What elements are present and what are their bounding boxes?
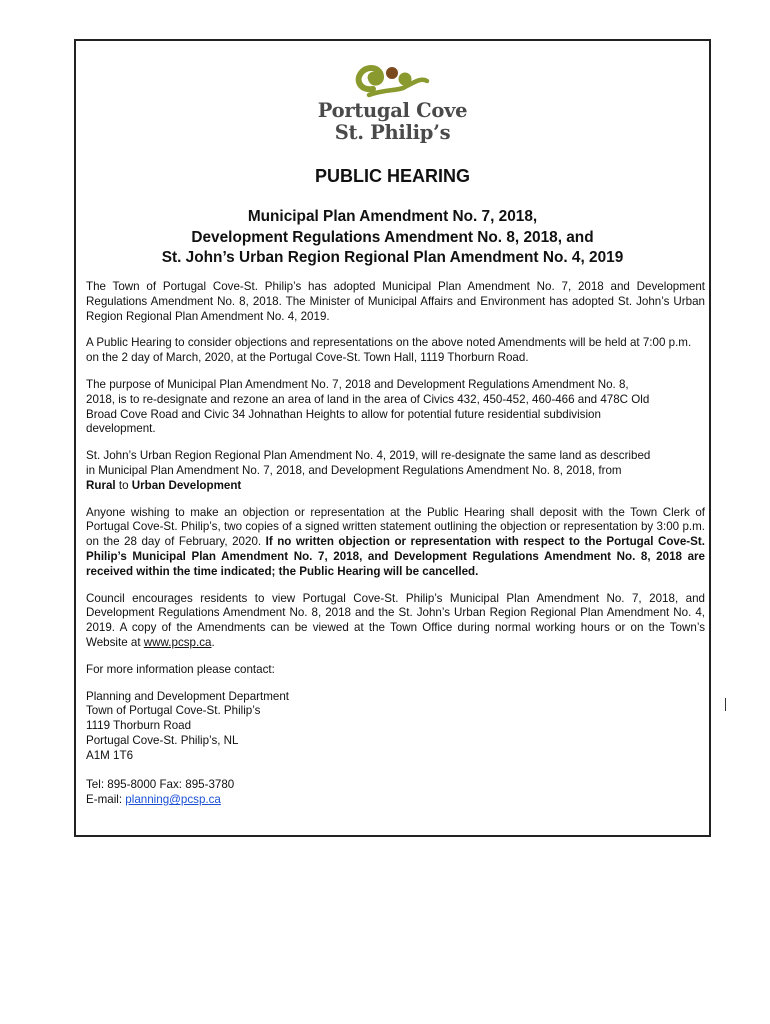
page-title: PUBLIC HEARING bbox=[314, 166, 470, 186]
email-label: E-mail: bbox=[86, 793, 126, 807]
paragraph-view-amendments bbox=[86, 592, 705, 651]
cancellation-notice: If no written objection or representation with respect to the Portugal Cove-St. Philip’s Municipal Plan Amendment No. 7, 2018, and Development Regulations Amendment No. 8, 2018 are received within the time indicated; the Public Hearing will be cancelled. bbox=[86, 535, 705, 578]
contact-city: Portugal Cove-St. Philip’s, NL bbox=[86, 733, 239, 747]
designation-urban: Urban Development bbox=[131, 478, 242, 492]
purpose-line3: Broad Cove Road and Civic 34 Johnathan Heights to allow for potential future residential subdivision bbox=[86, 407, 601, 421]
notice-body bbox=[86, 280, 705, 820]
email-link[interactable]: planning@pcsp.ca bbox=[125, 793, 221, 807]
regional-line1: St. John’s Urban Region Regional Plan Amendment No. 4, 2019, will re-designate the same land as described bbox=[86, 449, 651, 463]
contact-department: Planning and Development Department bbox=[86, 689, 290, 703]
purpose-line4: development. bbox=[86, 422, 156, 436]
contact-street: 1119 Thorburn Road bbox=[86, 719, 192, 733]
contact-email-line bbox=[86, 793, 705, 808]
designation-to: to bbox=[115, 478, 132, 492]
leaf-emblem-icon bbox=[351, 63, 435, 99]
paragraph-objections bbox=[86, 506, 705, 580]
regional-line2: in Municipal Plan Amendment No. 7, 2018, and Development Regulations Amendment No. 8, 2018, from bbox=[86, 463, 622, 477]
paragraph-regional-plan bbox=[86, 449, 705, 493]
purpose-line2: 2018, is to re-designate and rezone an area of land in the area of Civics 432, 450-452, 460-466 and 478C Old bbox=[86, 392, 650, 406]
contact-tel-fax: Tel: 895-8000 Fax: 895-3780 bbox=[86, 778, 235, 792]
contact-spacer bbox=[86, 764, 705, 779]
subtitle-line3: St. John’s Urban Region Regional Plan Amendment No. 4, 2019 bbox=[161, 249, 624, 266]
contact-town: Town of Portugal Cove-St. Philip’s bbox=[86, 704, 261, 718]
amendment-subtitle bbox=[76, 207, 709, 269]
view-text-end: . bbox=[211, 635, 215, 649]
subtitle-line2: Development Regulations Amendment No. 8, 2018, and bbox=[191, 228, 594, 246]
regional-line3 bbox=[86, 479, 705, 494]
designation-rural: Rural bbox=[86, 478, 116, 492]
view-text: Council encourages residents to view Portugal Cove-St. Philip’s Municipal Plan Amendment No. 7, 2018, and Development Regulations Amendment No. 8, 2018 and the St. John’s Urban Region Regional Plan Amendment No. 4, 2019. A copy of the Amendments can be viewed at the Town Office during normal working hours or on the Town’s Website at bbox=[86, 591, 705, 649]
notice-frame bbox=[74, 39, 711, 837]
town-logo bbox=[76, 63, 709, 144]
logo-text-line2: St. Philip’s bbox=[334, 121, 451, 144]
text-cursor bbox=[725, 698, 726, 711]
paragraph-purpose bbox=[86, 378, 705, 437]
paragraph-hearing-date: A Public Hearing to consider objections and representations on the above noted Amendments will be held at 7:00 p.m. on the 2 day of March, 2020, at the Portugal Cove-St. Town Hall, 1119 Thorburn Road. bbox=[86, 336, 692, 365]
purpose-line1: The purpose of Municipal Plan Amendment No. 7, 2018 and Development Regulations Amendment No. 8, bbox=[86, 377, 629, 391]
website-link[interactable]: www.pcsp.ca bbox=[143, 635, 212, 649]
contact-postal: A1M 1T6 bbox=[86, 748, 134, 762]
paragraph-contact-intro: For more information please contact: bbox=[86, 662, 275, 676]
logo-text-line1: Portugal Cove bbox=[317, 99, 468, 122]
paragraph-adoption: The Town of Portugal Cove-St. Philip’s has adopted Municipal Plan Amendment No. 7, 2018 and Development Regulations Amendment No. 8, 2018. The Minister of Municipal Affairs and Environment has adopted St. John’s Urban Region Regional Plan Amendment No. 4, 2019. bbox=[86, 280, 705, 323]
subtitle-line1: Municipal Plan Amendment No. 7, 2018, bbox=[247, 208, 538, 225]
contact-address bbox=[86, 690, 705, 808]
objection-instructions: Anyone wishing to make an objection or representation at the Public Hearing shall deposit with the Town Clerk of Portugal Cove-St. Philip’s, two copies of a signed written statement outlining the objection or representation by 3:00 p.m. on the 28 day of February, 2020. bbox=[86, 505, 705, 549]
